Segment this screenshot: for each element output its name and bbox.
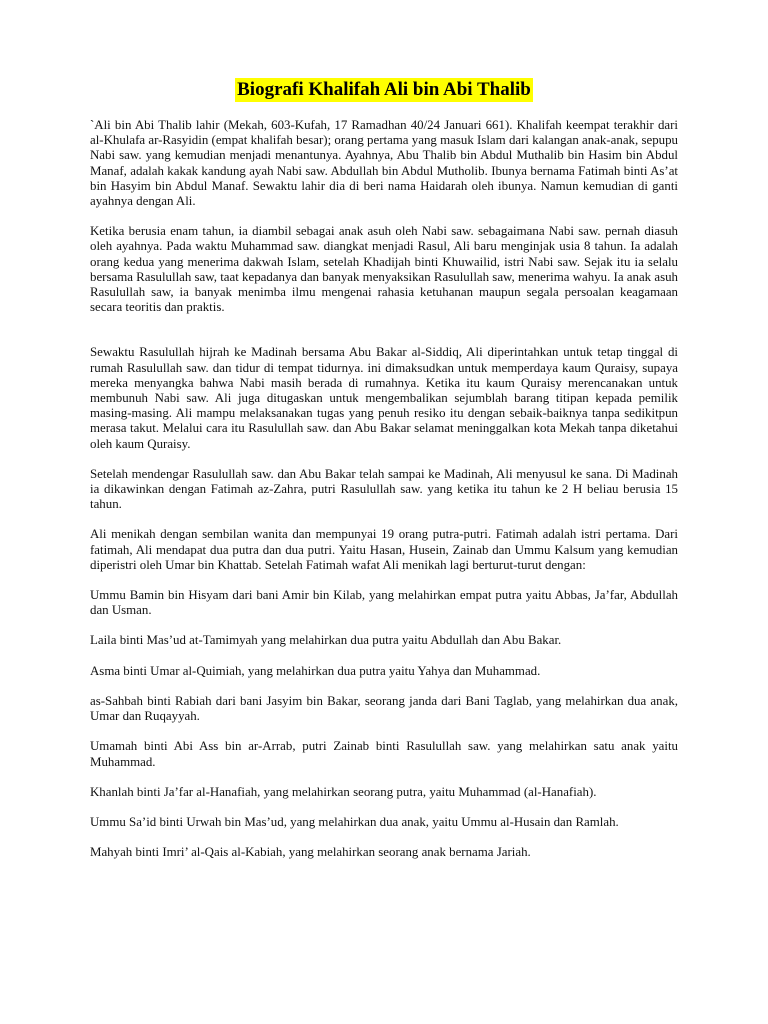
wife-list-item: Khanlah binti Ja’far al-Hanafiah, yang melahirkan seorang putra, yaitu Muhammad (al-Hanafiah). — [90, 784, 597, 799]
paragraph-marriage: Ali menikah dengan sembilan wanita dan mempunyai 19 orang putra-putri. Fatimah adalah istri pertama. Dari fatimah, Ali mendapat dua putra dan dua putri. Yaitu Hasan, Husein, Zainab dan Ummu Kalsum yang kemudian diperistri oleh Umar bin Khattab. Setelah Fatimah wafat Ali menikah lagi berturut-turut dengan: — [90, 527, 678, 572]
wife-list-item: Laila binti Mas’ud at-Tamimyah yang melahirkan dua putra yaitu Abdullah dan Abu Bakar. — [90, 633, 562, 648]
wife-list-item: Ummu Sa’id binti Urwah bin Mas’ud, yang melahirkan dua anak, yaitu Ummu al-Husain dan Ramlah. — [90, 814, 619, 829]
wife-list-item: Asma binti Umar al-Quimiah, yang melahirkan dua putra yaitu Yahya dan Muhammad. — [90, 663, 541, 678]
wife-list-item: as-Sahbah binti Rabiah dari bani Jasyim bin Bakar, seorang janda dari Bani Taglab, yang melahirkan dua anak, Umar dan Ruqayyah. — [90, 693, 678, 724]
document-title: Biografi Khalifah Ali bin Abi Thalib — [237, 79, 531, 100]
paragraph-madinah: Setelah mendengar Rasulullah saw. dan Abu Bakar telah sampai ke Madinah, Ali menyusul ke sana. Di Madinah ia dikawinkan dengan Fatimah az-Zahra, putri Rasulullah saw. yang ketika itu tahun ke 2 H beliau berusia 15 tahun. — [90, 466, 678, 512]
document-page — [90, 78, 678, 875]
paragraph-childhood: Ketika berusia enam tahun, ia diambil sebagai anak asuh oleh Nabi saw. sebagaimana Nabi saw. pernah diasuh oleh ayahnya. Pada waktu Muhammad saw. diangkat menjadi Rasul, Ali baru menginjak usia 8 tahun. Ia adalah orang kedua yang menerima dakwah Islam, setelah Khadijah binti Khuwailid, istri Nabi saw. Sejak itu ia selalu bersama Rasulullah saw, taat kepadanya dan banyak menyaksikan Rasulullah saw, menerima wahyu. Ia anak asuh Rasulullah saw, ia banyak menimba ilmu mengenai rahasia ketuhanan maupun segala persoalan keagamaan secara teoritis dan praktis. — [90, 224, 678, 315]
title-wrapper — [90, 78, 678, 102]
paragraph-hijrah: Sewaktu Rasulullah hijrah ke Madinah bersama Abu Bakar al-Siddiq, Ali diperintahkan untuk tetap tinggal di rumah Rasulullah saw. dan tidur di tempat tidurnya. ini dimaksudkan untuk memperdaya kaum Quraisy, supaya mereka menyangka bahwa Nabi masih berada di rumahnya. Ketika itu kaum Quraisy merencanakan untuk membunuh Nabi saw. Ali juga ditugaskan untuk mengembalikan sejumblah barang titipan kepada pemilik masing-masing. Ali mampu melaksanakan tugas yang penuh resiko itu dengan sebaik-baiknya tanpa sedikitpun merasa takut. Melalui cara itu Rasulullah saw. dan Abu Bakar selamat meninggalkan kota Mekah tanpa diketahui oleh kaum Quraisy. — [90, 345, 678, 451]
wife-list-item: Mahyah binti Imri’ al-Qais al-Kabiah, yang melahirkan seorang anak bernama Jariah. — [90, 845, 531, 860]
paragraph-intro: `Ali bin Abi Thalib lahir (Mekah, 603-Kufah, 17 Ramadhan 40/24 Januari 661). Khalifah keempat terakhir dari al-Khulafa ar-Rasyidin (empat khalifah besar); orang pertama yang masuk Islam dari kalangan anak-anak, sepupu Nabi saw. yang kemudian menjadi menantunya. Ayahnya, Abu Thalib bin Abdul Muthalib bin Hasim bin Abdul Manaf, adalah kakak kandung ayah Nabi saw. Abdullah bin Abdul Mutholib. Ibunya bernama Fatimah binti As’at bin Hasyim bin Abdul Manaf. Sewaktu lahir dia di beri nama Haidarah oleh ibunya. Namun kemudian di ganti ayahnya dengan Ali. — [90, 118, 678, 209]
wife-list-item: Umamah binti Abi Ass bin ar-Arrab, putri Zainab binti Rasulullah saw. yang melahirkan satu anak yaitu Muhammad. — [90, 739, 678, 769]
wife-list-item: Ummu Bamin bin Hisyam dari bani Amir bin Kilab, yang melahirkan empat putra yaitu Abbas, Ja’far, Abdullah dan Usman. — [90, 588, 678, 618]
